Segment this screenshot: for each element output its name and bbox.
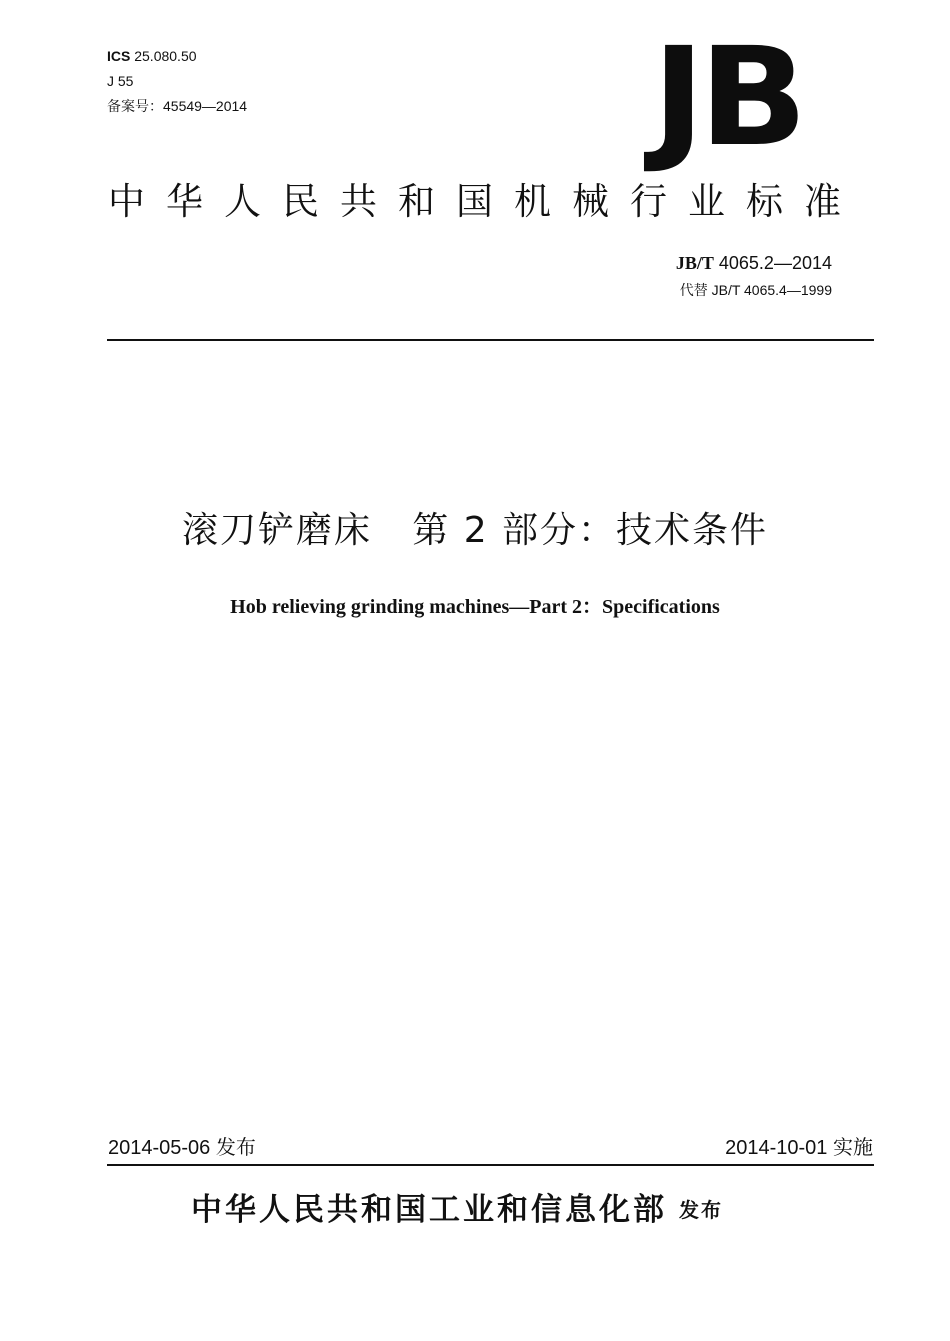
replaces-standard: 代替 JB/T 4065.4—1999 <box>679 282 832 298</box>
jb-logo: JB <box>652 19 802 177</box>
issuing-authority <box>191 1188 723 1232</box>
standard-prefix: JB/T <box>675 253 714 273</box>
issuer-action: 发布 <box>679 1198 723 1222</box>
document-title-chinese: 滚刀铲磨床 第 2 部分：技术条件 <box>181 510 769 551</box>
standard-number-value: 4065.2—2014 <box>718 253 832 273</box>
record-number: 备案号：45549—2014 <box>107 98 248 114</box>
ics-code <box>107 44 247 69</box>
ministry-standard-title: 中华人民共和国机械行业标准 <box>108 180 862 223</box>
classification-block <box>107 44 247 119</box>
ccs-code: J 55 <box>107 73 134 89</box>
ics-label: ICS <box>107 48 131 64</box>
ics-value: 25.080.50 <box>134 48 197 64</box>
implementation-date: 2014-10-01 实施 <box>725 1137 873 1159</box>
issuer-name: 中华人民共和国工业和信息化部 <box>191 1192 667 1228</box>
standard-number <box>676 250 832 276</box>
bottom-divider <box>107 1164 874 1166</box>
top-divider <box>107 339 874 341</box>
document-title-english: Hob relieving grinding machines—Part 2：Specifications <box>230 596 720 618</box>
issue-date: 2014-05-06 发布 <box>108 1137 256 1159</box>
